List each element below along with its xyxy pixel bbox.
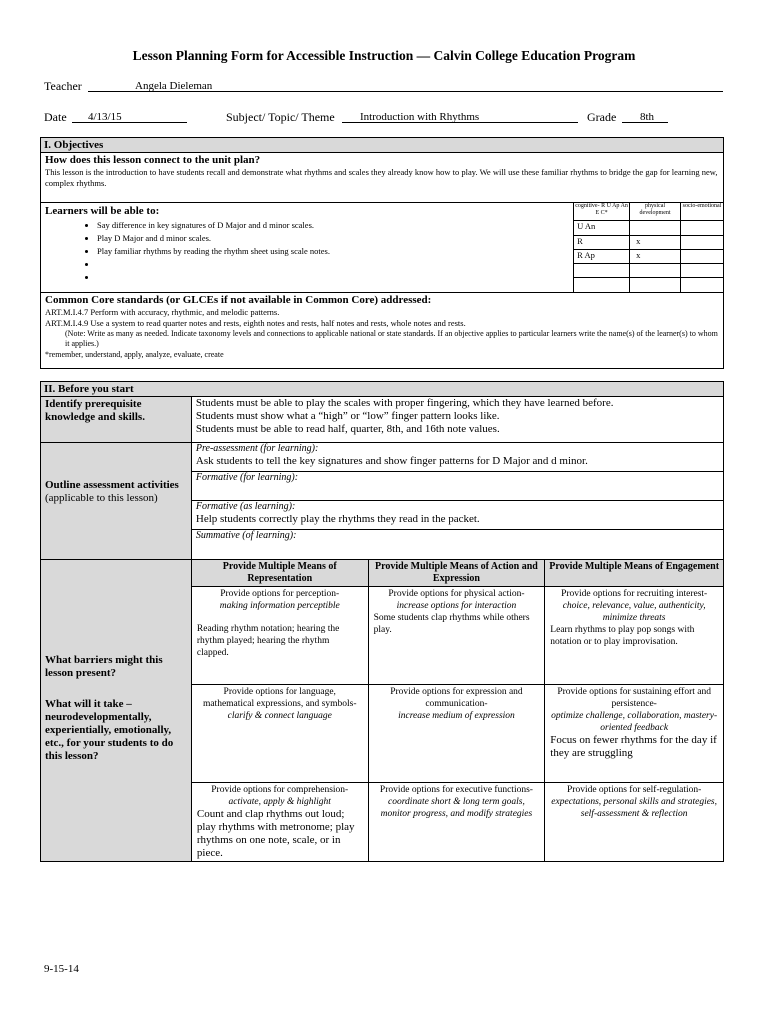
standards-cell [41, 293, 724, 369]
prereq-line: Students must be able to read half, quarter, 8th, and 16th note values. [195, 423, 500, 435]
formative-for-cell [191, 472, 723, 501]
objective-item: • Say difference in key signatures of D Major and d minor scales. [97, 219, 569, 232]
prereq-line: Students must be able to play the scales with proper fingering, which they have learned before. [195, 397, 614, 409]
cell-physical-action [368, 587, 545, 685]
col-physical-header: physical development [630, 203, 681, 221]
standard-1: ART.M.I.4.7 Perform with accuracy, rhythmic, and melodic patterns. [45, 307, 280, 317]
self-regulation-guideline: expectations, personal skills and strategies, self-assessment & reflection [551, 797, 717, 819]
executive-heading: Provide options for executive functions- [379, 785, 533, 795]
grade-value: 8th [640, 111, 655, 123]
perception-heading: Provide options for perception- [220, 589, 340, 599]
page-title: Lesson Planning Form for Accessible Instruction — Calvin College Education Program [132, 48, 636, 63]
cell-executive-functions [368, 783, 545, 862]
grade-label: Grade [587, 110, 617, 124]
objective-item: • Play familiar rhythms by reading the rhythm sheet using scale notes. [97, 245, 569, 258]
cog-cell [574, 264, 630, 278]
formative-as-label: Formative (as learning): [195, 501, 296, 512]
assess-cell [41, 443, 192, 560]
cell-self-regulation [545, 783, 724, 862]
footer-date: 9-15-14 [44, 963, 79, 975]
assess-label: Outline assessment activities [45, 479, 179, 491]
standard-2: ART.M.I.4.9 Use a system to read quarter notes and rests, eighth notes and rests, half notes and rests, whole notes and rests. [45, 318, 466, 328]
formative-as-text: Help students correctly play the rhythms they read in the packet. [195, 513, 480, 525]
perception-guideline: making information perceptible [219, 601, 340, 611]
formative-for-label: Formative (for learning): [195, 472, 299, 483]
before-table [40, 381, 724, 862]
subject-value: Introduction with Rhythms [360, 111, 480, 123]
self-regulation-heading: Provide options for self-regulation- [567, 785, 702, 795]
language-heading: Provide options for language, mathematical expressions, and symbols- [202, 687, 357, 709]
before-heading: II. Before you start [41, 382, 724, 397]
objective-item [97, 271, 569, 284]
expression-guideline: increase medium of expression [398, 711, 515, 721]
taxonomy-footnote: *remember, understand, apply, analyze, evaluate, create [45, 350, 224, 359]
col-engagement-header: Provide Multiple Means of Engagement [545, 560, 724, 587]
col-action-header: Provide Multiple Means of Action and Expression [368, 560, 545, 587]
col-representation-header: Provide Multiple Means of Representation [191, 560, 368, 587]
cell-expression [368, 685, 545, 783]
cog-cell: R [574, 236, 630, 250]
comprehension-heading: Provide options for comprehension- [211, 785, 349, 795]
standards-label: Common Core standards (or GLCEs if not available in Common Core) addressed: [45, 294, 432, 306]
executive-guideline: coordinate short & long term goals, monitor progress, and modify strategies [380, 797, 533, 819]
social-cell [681, 221, 724, 236]
comprehension-response: Count and clap rhythms out loud; play rhythms with metronome; play rhythms on one note, scale, or in piece. [196, 808, 355, 859]
recruiting-response: Learn rhythms to play pop songs with notation or to play improvisation. [550, 625, 695, 647]
sustaining-response: Focus on fewer rhythms for the day if they are struggling [550, 734, 717, 759]
barriers-question: What barriers might this lesson present? [45, 654, 163, 679]
prereq-line: Students must show what a “high” or “low” finger pattern looks like. [195, 410, 500, 422]
col-social-header: socio-emotional [681, 203, 724, 221]
social-cell [681, 278, 724, 293]
cell-language [191, 685, 368, 783]
take-question: What will it take – neurodevelopmentally, experientially, emotionally, etc., for your students to do this lesson? [45, 698, 174, 762]
prereq-label: Identify prerequisite knowledge and skills. [41, 397, 192, 443]
phys-cell [630, 221, 681, 236]
prereq-cell [191, 397, 723, 443]
objectives-heading: I. Objectives [41, 138, 724, 153]
phys-cell: x [630, 236, 681, 250]
pre-assessment-cell [191, 443, 723, 472]
phys-cell: x [630, 250, 681, 264]
connect-question: How does this lesson connect to the unit plan? [45, 154, 261, 166]
physical-action-guideline: increase options for interaction [396, 601, 517, 611]
phys-cell [630, 264, 681, 278]
cell-comprehension [191, 783, 368, 862]
barriers-cell [41, 560, 192, 862]
date-label: Date [44, 110, 67, 124]
summative-label: Summative (of learning): [195, 530, 297, 541]
perception-response: Reading rhythm notation; hearing the rhythm played; hearing the rhythm clapped. [196, 624, 340, 658]
recruiting-guideline: choice, relevance, value, authenticity, minimize threats [562, 601, 706, 623]
summative-cell [191, 530, 723, 560]
assess-sub: (applicable to this lesson) [45, 492, 158, 504]
formative-as-cell [191, 501, 723, 530]
cell-sustaining-effort [545, 685, 724, 783]
pre-assessment-label: Pre-assessment (for learning): [195, 443, 319, 454]
objective-item [97, 258, 569, 271]
comprehension-guideline: activate, apply & highlight [228, 797, 331, 807]
teacher-value: Angela Dieleman [135, 80, 213, 92]
teacher-label: Teacher [44, 79, 82, 93]
cell-perception [191, 587, 368, 685]
cell-recruiting-interest [545, 587, 724, 685]
learners-cell [41, 203, 574, 293]
connect-cell [41, 153, 724, 203]
cog-cell: R Ap [574, 250, 630, 264]
language-guideline: clarify & connect language [227, 711, 332, 721]
subject-label: Subject/ Topic/ Theme [226, 110, 335, 124]
phys-cell [630, 278, 681, 293]
standards-note: (Note: Write as many as needed. Indicate taxonomy levels and connections to applicable national or state standards. If an objective applies to particular learners write the name(s) of the learner(s) to whom it applies.) [65, 329, 718, 348]
social-cell [681, 264, 724, 278]
date-value: 4/13/15 [88, 111, 122, 123]
social-cell [681, 250, 724, 264]
physical-action-heading: Provide options for physical action- [388, 589, 525, 599]
connect-text: This lesson is the introduction to have students recall and demonstrate what rhythms and scales they already know how to play. We will use these familiar rhythms to bridge the gap for learning new, complex rhythms. [45, 167, 718, 188]
pre-assessment-text: Ask students to tell the key signatures and show finger patterns for D Major and d minor. [195, 455, 588, 467]
cog-cell: U An [574, 221, 630, 236]
sustaining-guideline: optimize challenge, collaboration, mastery-oriented feedback [551, 711, 718, 733]
expression-heading: Provide options for expression and communication- [390, 687, 523, 709]
sustaining-heading: Provide options for sustaining effort and persistence- [557, 687, 711, 709]
objectives-table [40, 137, 724, 369]
learners-label: Learners will be able to: [45, 205, 160, 217]
physical-action-response: Some students clap rhythms while others play. [373, 613, 530, 635]
objective-item: • Play D Major and d minor scales. [97, 232, 569, 245]
col-cognitive-header: cognitive- R U Ap An E C* [574, 203, 630, 221]
cog-cell [574, 278, 630, 293]
recruiting-heading: Provide options for recruiting interest- [561, 589, 708, 599]
social-cell [681, 236, 724, 250]
